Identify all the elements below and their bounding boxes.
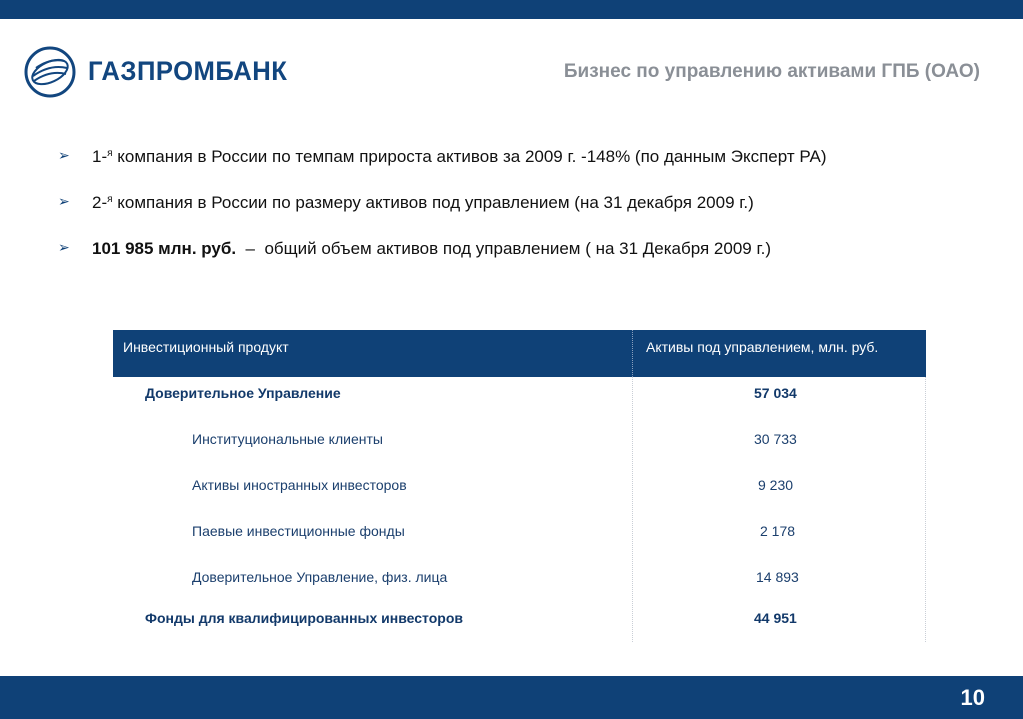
- gazprombank-logo-icon: [24, 46, 76, 98]
- arrow-bullet-icon: ➢: [58, 147, 70, 163]
- table-row-label: Активы иностранных инвесторов: [192, 477, 407, 493]
- top-bar: [0, 0, 1023, 19]
- header-assets: Активы под управлением, млн. руб.: [646, 339, 879, 355]
- header-product: Инвестиционный продукт: [123, 339, 289, 355]
- arrow-bullet-icon: ➢: [58, 239, 70, 255]
- table-row-label: Паевые инвестиционные фонды: [192, 523, 405, 539]
- table-row-value: 14 893: [756, 569, 799, 585]
- table-row-value: 44 951: [754, 610, 797, 626]
- logo-text: ГАЗПРОМБАНК: [88, 56, 288, 86]
- table-row-value: 30 733: [754, 431, 797, 447]
- bullet-3-amount: 101 985 млн. руб.: [92, 239, 237, 258]
- bullet-3-text: – общий объем активов под управлением ( на 31 Декабря 2009 г.): [236, 239, 771, 258]
- slide-title: Бизнес по управлению активами ГПБ (ОАО): [563, 61, 980, 82]
- table-row-value: 9 230: [758, 477, 794, 493]
- table-row-value: 57 034: [754, 385, 797, 401]
- table-row-label: Фонды для квалифицированных инвесторов: [145, 610, 463, 626]
- table-body: [113, 377, 926, 642]
- table-header: [113, 330, 926, 377]
- page-number: 10: [960, 685, 985, 710]
- bullet-1-text: компания в России по темпам прироста активов за 2009 г. -148% (по данным Эксперт РА): [112, 147, 827, 166]
- table-row-value: 2 178: [760, 523, 796, 539]
- bullet-2-suffix: я: [107, 194, 113, 205]
- bullet-2-ordinal: 2-: [92, 193, 108, 212]
- assets-table: [113, 330, 926, 642]
- bullet-1-suffix: я: [107, 148, 113, 159]
- table-row-label: Доверительное Управление, физ. лица: [192, 569, 448, 585]
- bullet-1-ordinal: 1-: [92, 147, 108, 166]
- arrow-bullet-icon: ➢: [58, 193, 70, 209]
- table-row-label: Институциональные клиенты: [192, 431, 383, 447]
- bottom-bar: [0, 676, 1023, 719]
- table-row-label: Доверительное Управление: [145, 385, 341, 401]
- bullet-2-text: компания в России по размеру активов под управлением (на 31 декабря 2009 г.): [112, 193, 754, 212]
